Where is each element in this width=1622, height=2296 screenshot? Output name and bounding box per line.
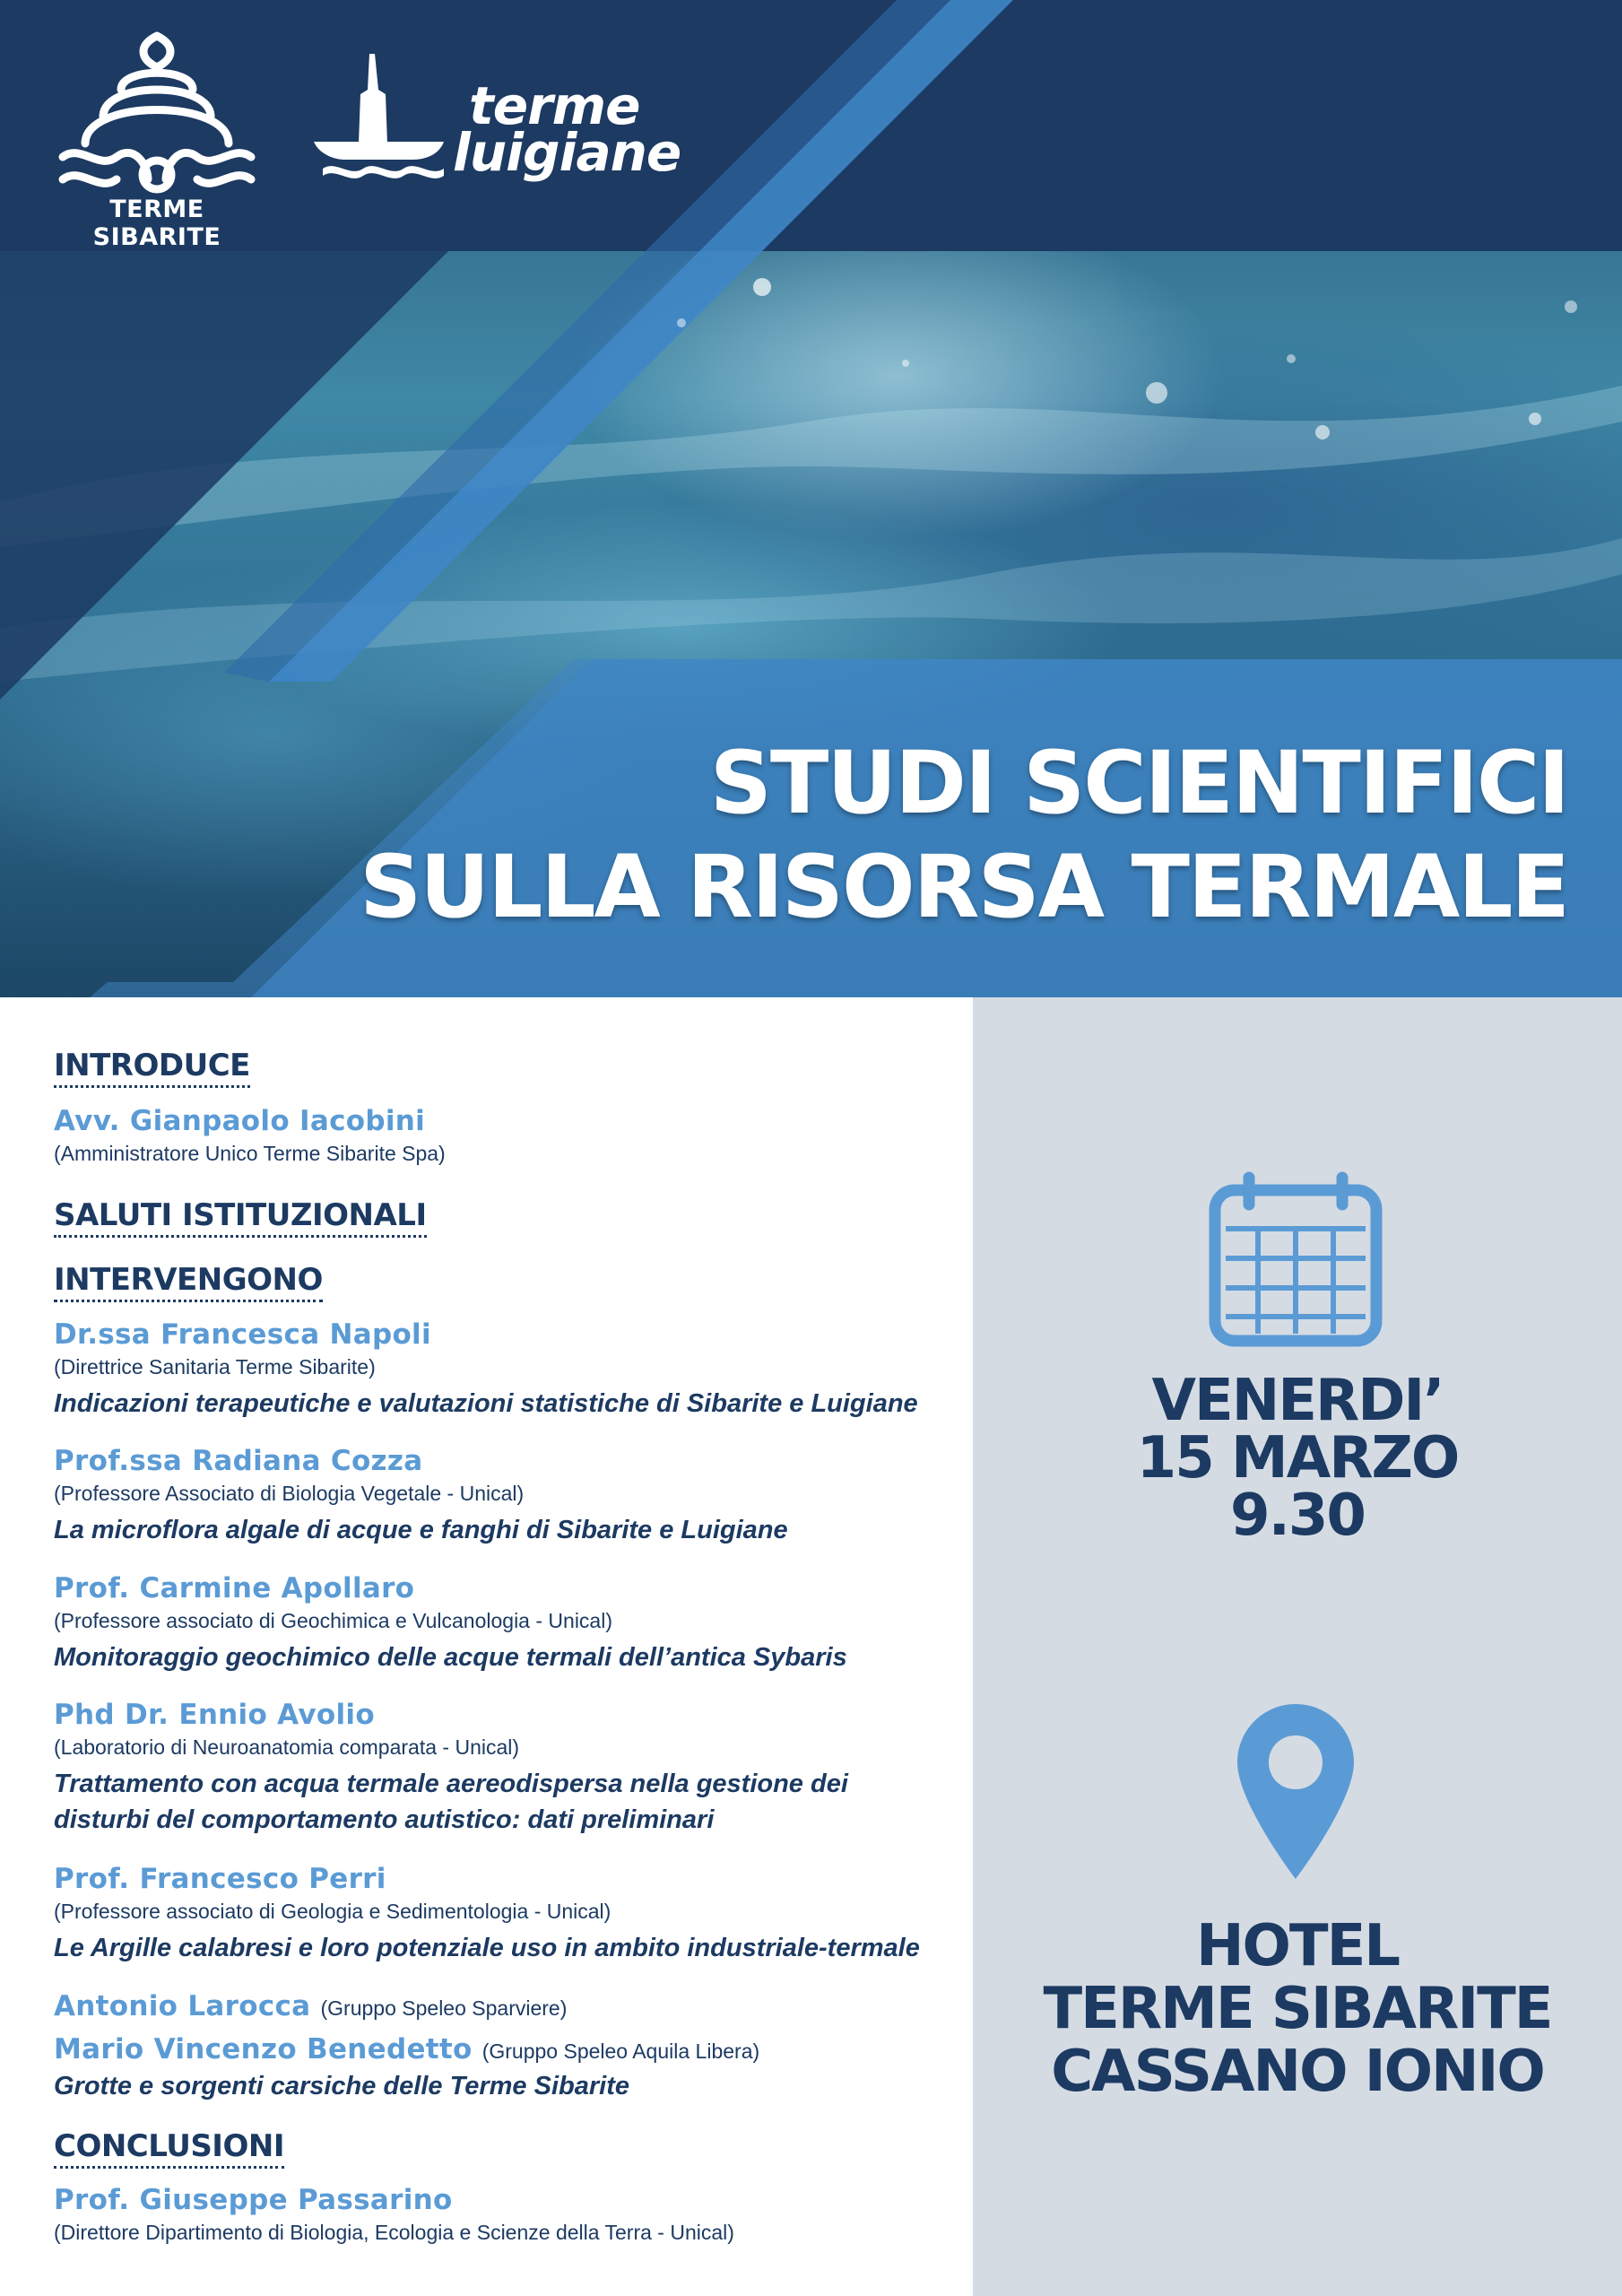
logo-luigiane-line2: luigiane: [453, 122, 681, 183]
speaker-name: Dr.ssa Francesca Napoli: [54, 1318, 431, 1351]
speaker-name: Prof.ssa Radiana Cozza: [54, 1445, 423, 1477]
speaker-affiliation: (Laboratorio di Neuroanatomia comparata - Unical): [54, 1735, 520, 1759]
terme-sibarite-logo-text: TERME SIBARITE: [92, 196, 221, 251]
speaker-name: Prof. Francesco Perri: [54, 1863, 386, 1895]
speaker-name: Antonio Larocca: [54, 1990, 311, 2022]
event-date-day-month: 15 MARZO: [1136, 1425, 1459, 1492]
speaker-name: Phd Dr. Ennio Avolio: [54, 1699, 375, 1731]
event-title-line2: SULLA RISORSA TERMALE: [360, 837, 1568, 937]
speaker-affiliation: (Professore Associato di Biologia Vegetale - Unical): [54, 1482, 525, 1505]
event-day: VENERDI’: [1151, 1368, 1444, 1434]
speaker-affiliation: (Direttrice Sanitaria Terme Sibarite): [54, 1355, 376, 1378]
talk-title: Grotte e sorgenti carsiche delle Terme Sibarite: [54, 2072, 629, 2100]
talk-title: La microflora algale di acque e fanghi di Sibarite e Luigiane: [54, 1516, 788, 1544]
event-time: 9.30: [1230, 1483, 1365, 1549]
logo-luigiane-line1: terme: [469, 75, 640, 136]
venue-line-1: HOTEL: [1195, 1913, 1400, 1979]
speaker-name: Mario Vincenzo Benedetto: [54, 2033, 473, 2066]
speaker-affiliation: (Gruppo Speleo Aquila Libera): [481, 2039, 760, 2063]
location-pin-icon: [1237, 1704, 1354, 1879]
talk-title: Indicazioni terapeutiche e valutazioni statistiche di Sibarite e Luigiane: [54, 1389, 918, 1418]
heading-conclusioni: CONCLUSIONI: [54, 2128, 284, 2169]
speaker-affiliation: (Gruppo Speleo Sparviere): [320, 1996, 568, 2020]
speaker-name: Prof. Giuseppe Passarino: [54, 2184, 453, 2216]
speaker-affiliation: (Professore associato di Geologia e Sedimentologia - Unical): [54, 1900, 612, 1923]
speaker-name: Prof. Carmine Apollaro: [54, 1572, 415, 1605]
speaker-affiliation: (Amministratore Unico Terme Sibarite Spa): [54, 1142, 446, 1165]
terme-luigiane-logo-text: [453, 75, 681, 183]
speaker-affiliation: (Professore associato di Geochimica e Vulcanologia - Unical): [54, 1609, 612, 1632]
talk-title: Trattamento con acqua termale aereodispersa nella gestione dei disturbi del comportamento autistico: dati preliminari: [54, 1770, 848, 1834]
calendar-icon: [1206, 1170, 1385, 1350]
heading-intervengono: INTERVENGONO: [54, 1262, 323, 1302]
hero-banner: [0, 0, 1622, 997]
speaker-name: Avv. Gianpaolo Iacobini: [54, 1105, 426, 1137]
venue-line-3: CASSANO IONIO: [1051, 2039, 1544, 2105]
joint-speaker-2: [54, 2032, 759, 2068]
talk-title: Le Argille calabresi e loro potenziale uso in ambito industriale-termale: [54, 1934, 920, 1962]
heading-introduce: INTRODUCE: [54, 1048, 250, 1088]
talk-title: Monitoraggio geochimico delle acque termali dell’antica Sybaris: [54, 1643, 847, 1672]
heading-saluti-istituzionali: SALUTI ISTITUZIONALI: [54, 1197, 427, 1238]
event-title: [360, 731, 1568, 939]
speaker-affiliation: (Direttore Dipartimento di Biologia, Ecologia e Scienze della Terra - Unical): [54, 2221, 734, 2244]
event-venue: [973, 1915, 1622, 2103]
event-date: [973, 1368, 1622, 1549]
venue-line-2: TERME SIBARITE: [1043, 1976, 1552, 2042]
event-title-line1: STUDI SCIENTIFICI: [709, 733, 1568, 833]
joint-speaker-1: [54, 1989, 567, 2025]
